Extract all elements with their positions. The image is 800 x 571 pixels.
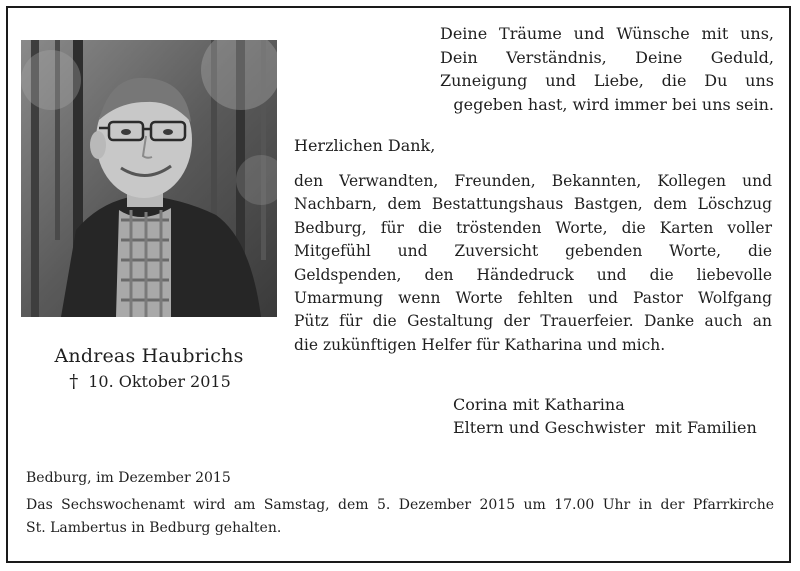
poem-line: Zuneigung und Liebe, die Du uns bbox=[440, 71, 774, 90]
poem-line: Dein Verständnis, Deine Geduld, bbox=[440, 47, 774, 67]
death-date: 10. Oktober 2015 bbox=[88, 372, 231, 391]
poem-line: gegeben hast, wird immer bei uns sein. bbox=[453, 94, 774, 114]
thanks-line: den Verwandten, Freunden, Bekannten, Kollegen und bbox=[294, 172, 772, 190]
thanks-line: Bedburg, für die tröstenden Worte, die Karten voller bbox=[294, 218, 772, 237]
notice-line-1: Das Sechswochenamt wird am Samstag, dem 5. Dezember 2015 um 17.00 Uhr in der Pfarrkirche bbox=[26, 497, 774, 513]
thanks-line: Nachbarn, dem Bestattungshaus Bastgen, dem Löschzug bbox=[294, 195, 772, 214]
thanks-body bbox=[294, 170, 772, 357]
thanks-line: Umarmung wenn Worte fehlten und Pastor Wolfgang bbox=[294, 289, 772, 308]
thanks-heading: Herzlichen Dank, bbox=[294, 136, 436, 155]
thanks-line: Mitgefühl und Zuversicht gebenden Worte, die bbox=[294, 242, 772, 261]
signature bbox=[453, 393, 757, 439]
place-date: Bedburg, im Dezember 2015 bbox=[26, 470, 231, 486]
portrait-illustration bbox=[21, 40, 277, 317]
thanks-line: die zukünftigen Helfer für Katharina und mich. bbox=[294, 335, 666, 354]
thanks-line: Geldspenden, den Händedruck und die liebevolle bbox=[294, 265, 772, 284]
cross-icon: † bbox=[69, 370, 79, 392]
notice-line-2: St. Lambertus in Bedburg gehalten. bbox=[26, 520, 282, 536]
poem-line: Deine Träume und Wünsche mit uns, bbox=[440, 24, 774, 43]
thanks-line: Pütz für die Gestaltung der Trauerfeier. Danke auch an bbox=[294, 312, 772, 331]
portrait-photo bbox=[21, 40, 277, 317]
poem bbox=[440, 22, 774, 116]
death-date-line bbox=[40, 372, 260, 391]
signature-line-2: Eltern und Geschwister mit Familien bbox=[453, 418, 757, 437]
signature-line-1: Corina mit Katharina bbox=[453, 395, 625, 414]
deceased-name: Andreas Haubrichs bbox=[54, 345, 244, 367]
service-notice bbox=[26, 494, 774, 540]
